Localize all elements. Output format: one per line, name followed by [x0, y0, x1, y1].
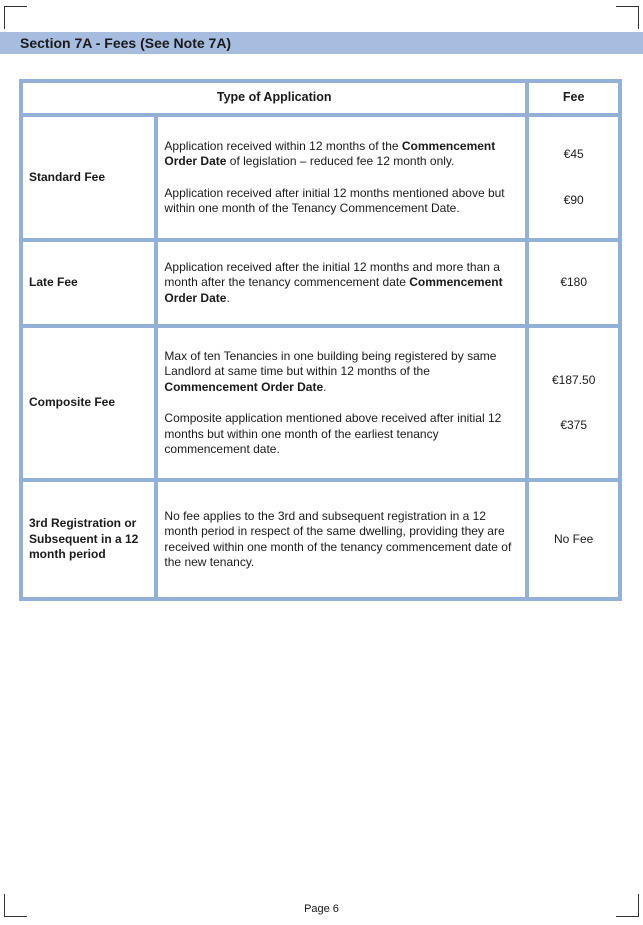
- section-title: Section 7A - Fees (See Note 7A): [0, 32, 643, 54]
- row-type: 3rd Registration or Subsequent in a 12 month period: [23, 482, 154, 597]
- row-fee: [529, 117, 618, 238]
- description-paragraph: Application received after initial 12 months mentioned above but within one month of the Tenancy Commencement Date.: [164, 185, 505, 215]
- row-description: [158, 117, 525, 238]
- row-fee: [529, 328, 618, 478]
- crop-mark-top-left: [4, 6, 27, 29]
- fees-table: [19, 79, 622, 601]
- description-paragraph: Max of ten Tenancies in one building being registered by same Landlord at same time but within 12 months of the Commencement Order Date.: [164, 348, 497, 394]
- row-type: Standard Fee: [23, 117, 154, 238]
- row-description: [158, 328, 525, 478]
- table-header-row: [23, 83, 618, 113]
- fee-amount: €375: [560, 418, 588, 432]
- row-description: [158, 242, 525, 324]
- table-row: [23, 242, 618, 324]
- row-fee: [529, 242, 618, 324]
- table-row: [23, 117, 618, 238]
- description-paragraph: Application received within 12 months of the Commencement Order Date of legislation – reduced fee 12 month only.: [164, 138, 496, 168]
- table-row: [23, 482, 618, 597]
- row-fee: [529, 482, 618, 597]
- fee-amount: €45: [563, 147, 584, 161]
- header-type: Type of Application: [23, 83, 525, 113]
- fee-amount: No Fee: [554, 531, 594, 546]
- crop-mark-top-right: [616, 6, 639, 29]
- row-type: Late Fee: [23, 242, 154, 324]
- description-paragraph: Application received after the initial 12 months and more than a month after the tenancy commencement date Commencement Order Date.: [164, 259, 503, 305]
- fee-amount: €187.50: [551, 372, 596, 387]
- page-number: Page 6: [304, 903, 339, 915]
- fee-amount: €90: [563, 192, 584, 207]
- row-type: Composite Fee: [23, 328, 154, 478]
- description-paragraph: Composite application mentioned above received after initial 12 months but within one month of the earliest tenancy commencement date.: [164, 411, 502, 456]
- table-row: [23, 328, 618, 478]
- description-paragraph: No fee applies to the 3rd and subsequent registration in a 12 month period in respect of the same dwelling, providing they are received within one month of the tenancy commencement date of the new tenancy.: [164, 508, 512, 569]
- fee-amount: €180: [560, 275, 588, 290]
- row-description: [158, 482, 525, 597]
- header-fee: Fee: [529, 83, 618, 113]
